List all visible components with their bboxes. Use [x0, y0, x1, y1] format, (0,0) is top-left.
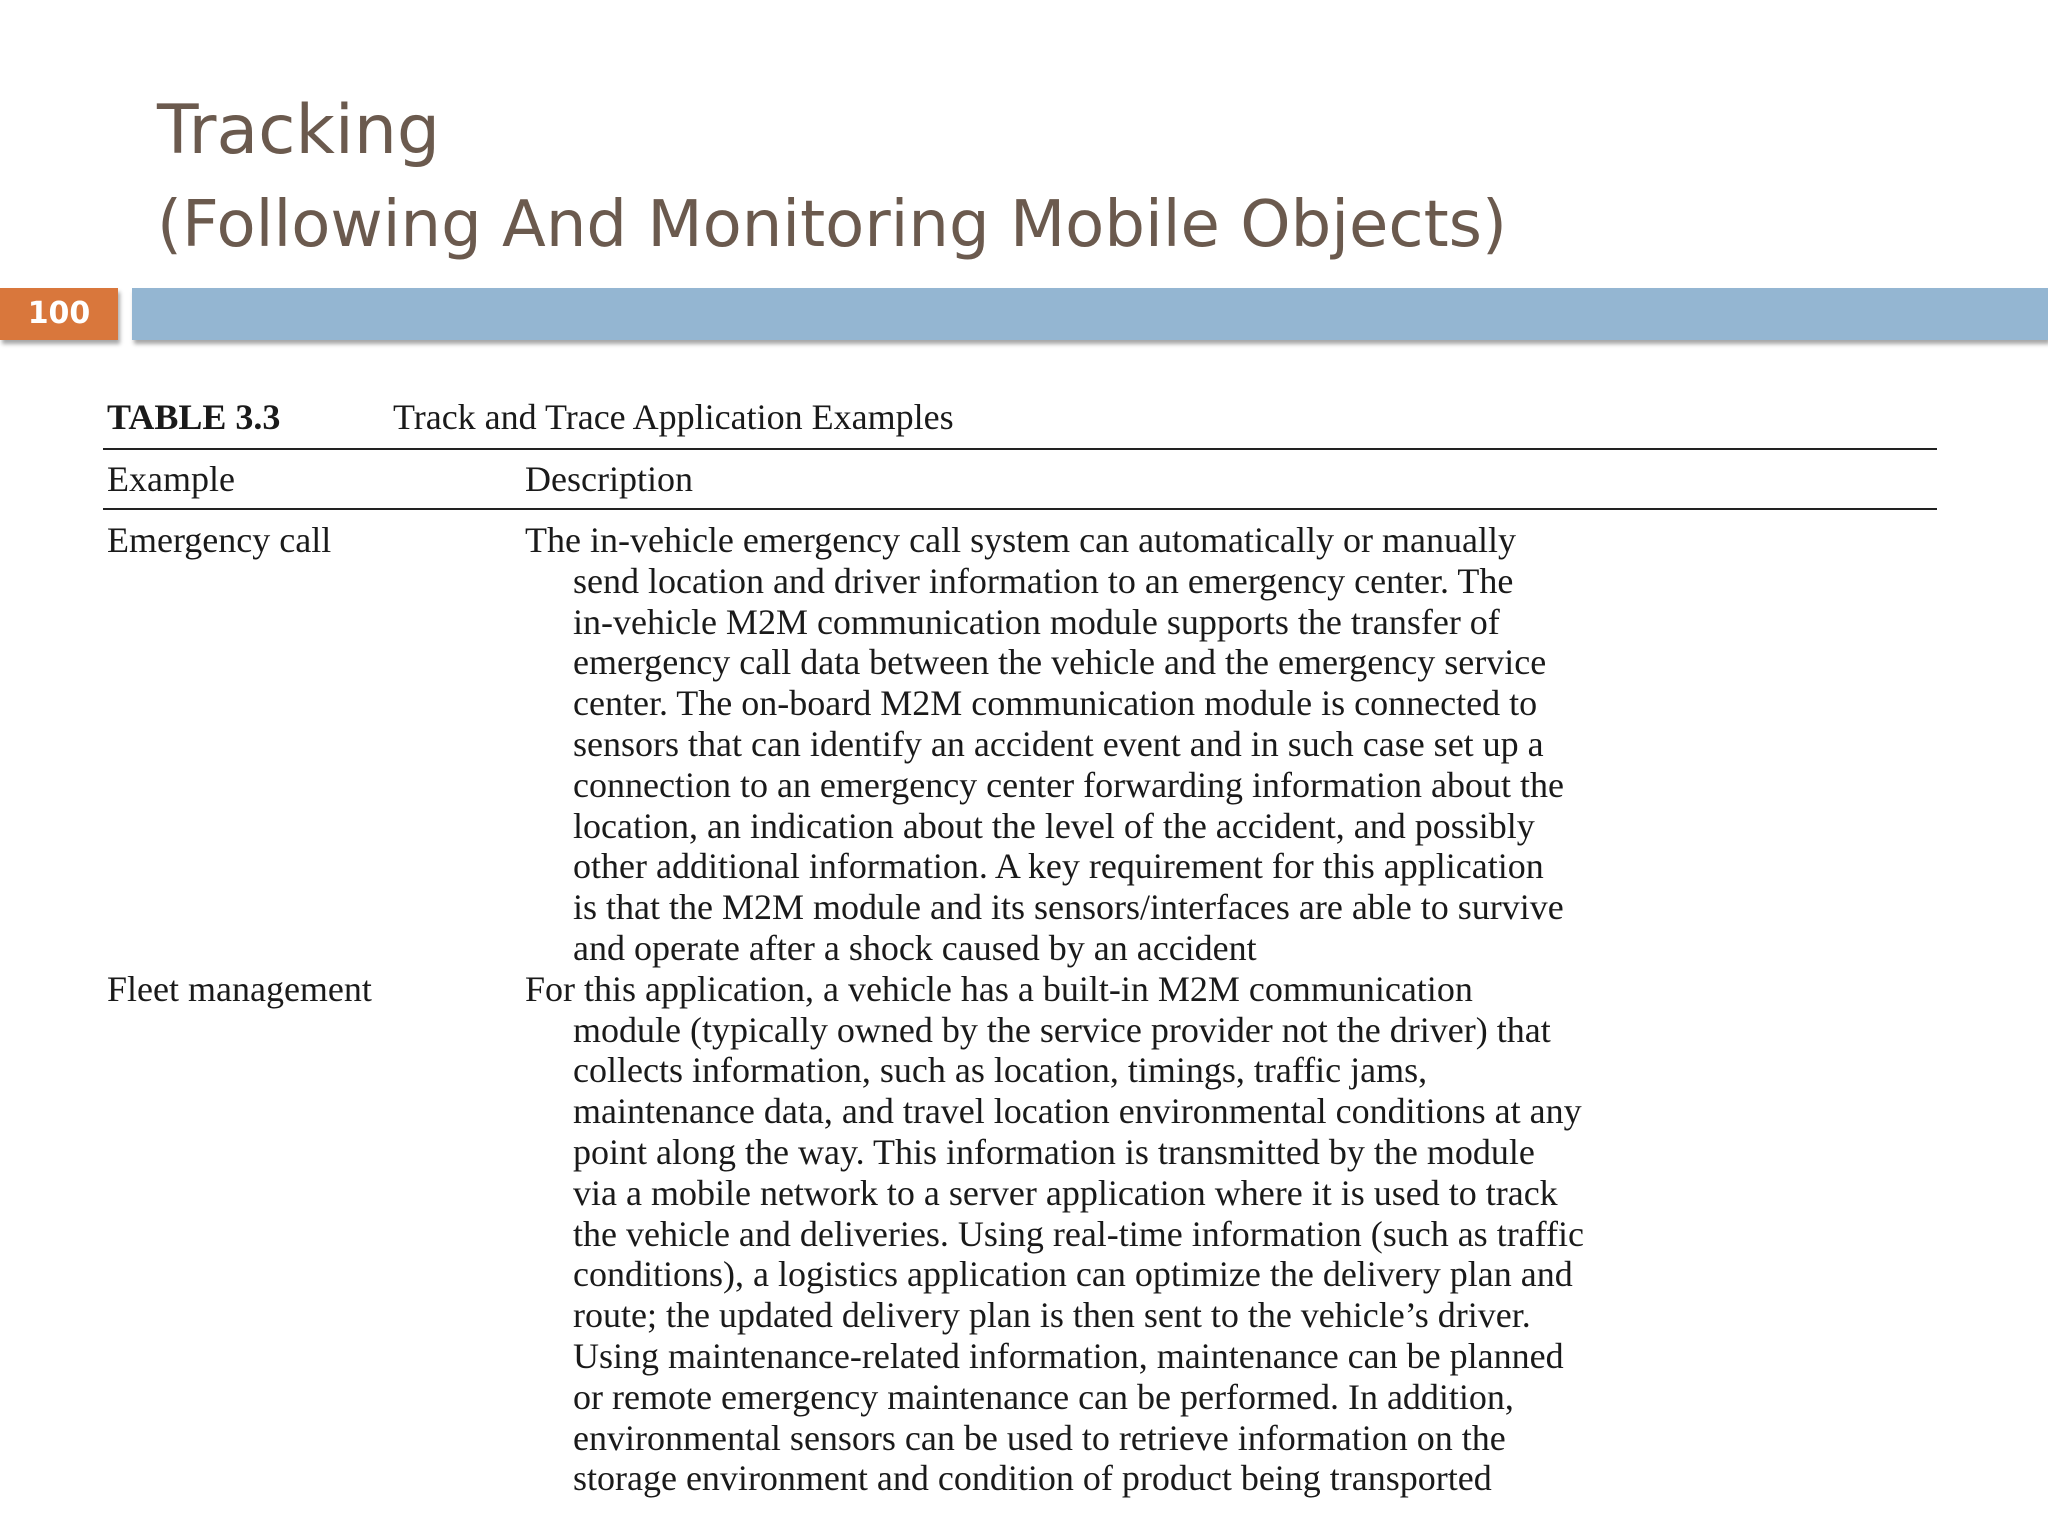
slide-title: Tracking	[157, 91, 441, 170]
description-line: the vehicle and deliveries. Using real-time information (such as traffic	[573, 1213, 1584, 1254]
description-line: environmental sensors can be used to retrieve information on the	[573, 1417, 1506, 1458]
description-line: is that the M2M module and its sensors/interfaces are able to survive	[573, 887, 1564, 928]
header-bar	[132, 288, 2048, 340]
description-line: center. The on-board M2M communication module is connected to	[573, 683, 1538, 724]
table-row-example: Emergency call	[107, 520, 332, 560]
description-line: module (typically owned by the service provider not the driver) that	[573, 1009, 1551, 1050]
description-line: sensors that can identify an accident event and in such case set up a	[573, 723, 1544, 764]
column-header-example: Example	[107, 459, 235, 499]
column-header-description: Description	[525, 459, 693, 499]
description-line: storage environment and condition of product being transported	[573, 1458, 1492, 1499]
slide-number: 100	[0, 288, 118, 340]
description-line: collects information, such as location, timings, traffic jams,	[573, 1050, 1428, 1091]
description-line: in-vehicle M2M communication module supports the transfer of	[573, 601, 1500, 642]
description-line: send location and driver information to an emergency center. The	[573, 560, 1514, 601]
description-line: route; the updated delivery plan is then sent to the vehicle’s driver.	[573, 1295, 1531, 1336]
table-row-description	[525, 969, 1945, 1499]
description-line: and operate after a shock caused by an accident	[573, 927, 1257, 968]
table-row-description	[525, 520, 1945, 969]
table-caption	[107, 392, 954, 442]
description-line: via a mobile network to a server application where it is used to track	[573, 1172, 1558, 1213]
table-caption-title: Track and Trace Application Examples	[393, 397, 954, 437]
description-line: The in-vehicle emergency call system can automatically or manually	[525, 520, 1516, 560]
description-line: other additional information. A key requirement for this application	[573, 846, 1544, 887]
description-line: Using maintenance-related information, maintenance can be planned	[573, 1335, 1564, 1376]
table-top-rule	[103, 448, 1937, 450]
description-line: emergency call data between the vehicle and the emergency service	[573, 642, 1547, 683]
table-header-rule	[103, 508, 1937, 510]
slide-subtitle: (Following And Monitoring Mobile Objects)	[157, 188, 1507, 262]
table-row-example: Fleet management	[107, 968, 372, 1009]
description-line: location, an indication about the level of the accident, and possibly	[573, 805, 1535, 846]
description-line: For this application, a vehicle has a built-in M2M communication	[525, 968, 1473, 1009]
table-caption-label: TABLE 3.3	[107, 397, 281, 437]
description-line: conditions), a logistics application can optimize the delivery plan and	[573, 1254, 1573, 1295]
description-line: connection to an emergency center forwarding information about the	[573, 764, 1564, 805]
description-line: point along the way. This information is transmitted by the module	[573, 1131, 1535, 1172]
description-line: or remote emergency maintenance can be performed. In addition,	[573, 1376, 1514, 1417]
description-line: maintenance data, and travel location environmental conditions at any	[573, 1091, 1582, 1132]
